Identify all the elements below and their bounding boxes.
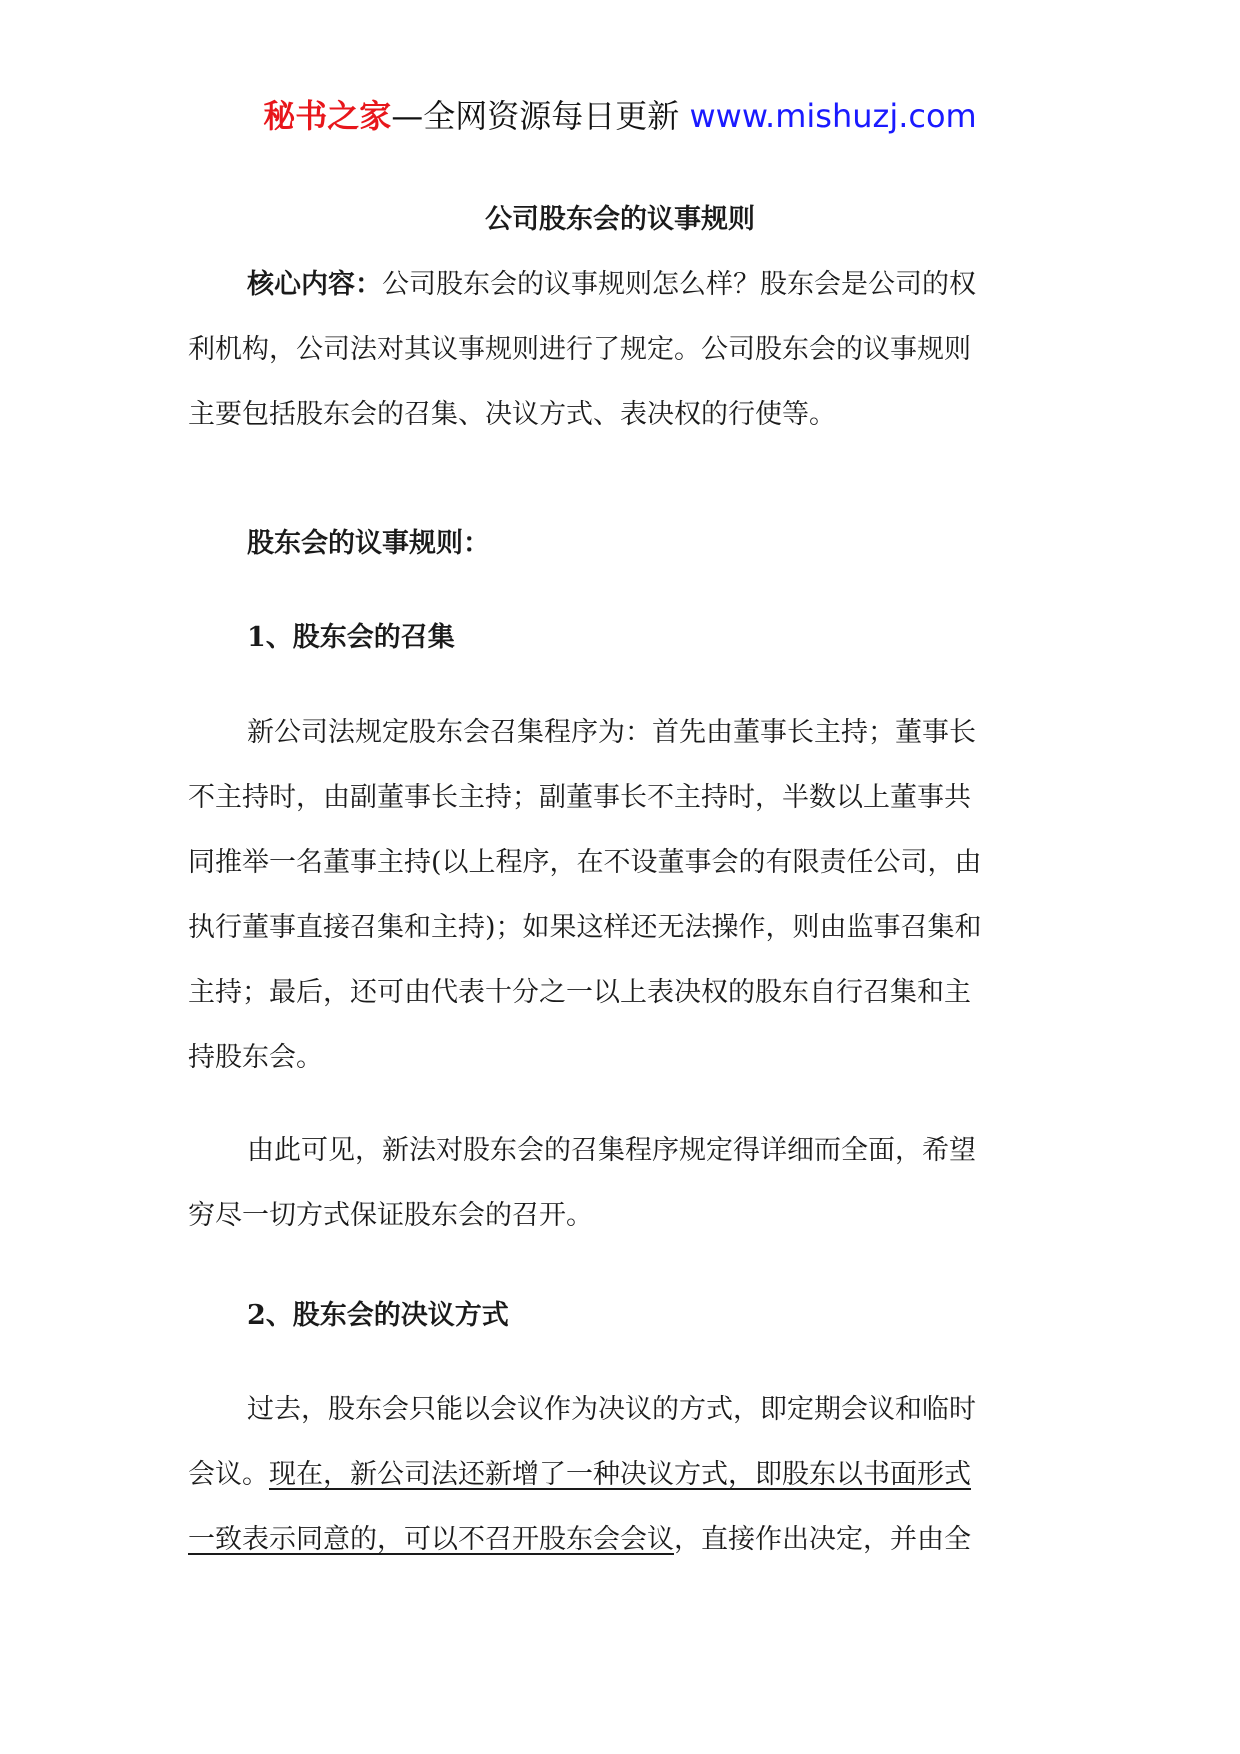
underlined-text: 一致表示同意的，可以不召开股东会会议	[188, 1524, 674, 1555]
s1-heading-text: 1、股东会的召集	[247, 622, 455, 653]
banner-slogan: —全网资源每日更新	[391, 97, 680, 135]
site-banner	[0, 96, 1240, 136]
s1-heading	[188, 605, 1058, 670]
s2-heading	[188, 1283, 1058, 1348]
banner-brand: 秘书之家	[263, 97, 392, 135]
s1-paragraph-2	[188, 1118, 1058, 1248]
summary-line: 主要包括股东会的召集、决议方式、表决权的行使等。	[188, 399, 836, 430]
paragraph-line: 不主持时，由副董事长主持；副董事长不主持时，半数以上董事共	[188, 782, 971, 813]
summary-line	[188, 252, 1058, 317]
paragraph-line: 同推举一名董事主持(以上程序，在不设董事会的有限责任公司，由	[188, 847, 982, 878]
s1-paragraph-1	[188, 700, 1058, 1090]
summary-line: 利机构，公司法对其议事规则进行了规定。公司股东会的议事规则	[188, 334, 971, 365]
section-heading	[188, 511, 1058, 576]
underlined-text: 现在，新公司法还新增了一种决议方式，即股东以书面形式	[269, 1459, 971, 1490]
summary-paragraph	[188, 252, 1058, 447]
section-heading-text: 股东会的议事规则：	[247, 528, 490, 559]
paragraph-line: 主持；最后，还可由代表十分之一以上表决权的股东自行召集和主	[188, 977, 971, 1008]
paragraph-line	[188, 1507, 1058, 1572]
summary-text: 公司股东会的议事规则怎么样？股东会是公司的权	[382, 269, 976, 300]
paragraph-line: 穷尽一切方式保证股东会的召开。	[188, 1200, 593, 1231]
banner-url-link[interactable]: www.mishuzj.com	[689, 97, 977, 135]
paragraph-line: 执行董事直接召集和主持)；如果这样还无法操作，则由监事召集和	[188, 912, 982, 943]
paragraph-line: 由此可见，新法对股东会的召集程序规定得详细而全面，希望	[247, 1135, 976, 1166]
plain-text: ，直接作出决定，并由全	[674, 1524, 971, 1555]
summary-label: 核心内容：	[247, 269, 382, 300]
paragraph-line: 持股东会。	[188, 1042, 323, 1073]
document-title: 公司股东会的议事规则	[485, 204, 755, 235]
s2-heading-text: 2、股东会的决议方式	[247, 1300, 509, 1331]
paragraph-line: 过去，股东会只能以会议作为决议的方式，即定期会议和临时	[247, 1394, 976, 1425]
paragraph-line	[188, 1442, 1058, 1507]
s2-paragraph-1	[188, 1377, 1058, 1572]
plain-text: 会议。	[188, 1459, 269, 1490]
paragraph-line: 新公司法规定股东会召集程序为：首先由董事长主持；董事长	[247, 717, 976, 748]
